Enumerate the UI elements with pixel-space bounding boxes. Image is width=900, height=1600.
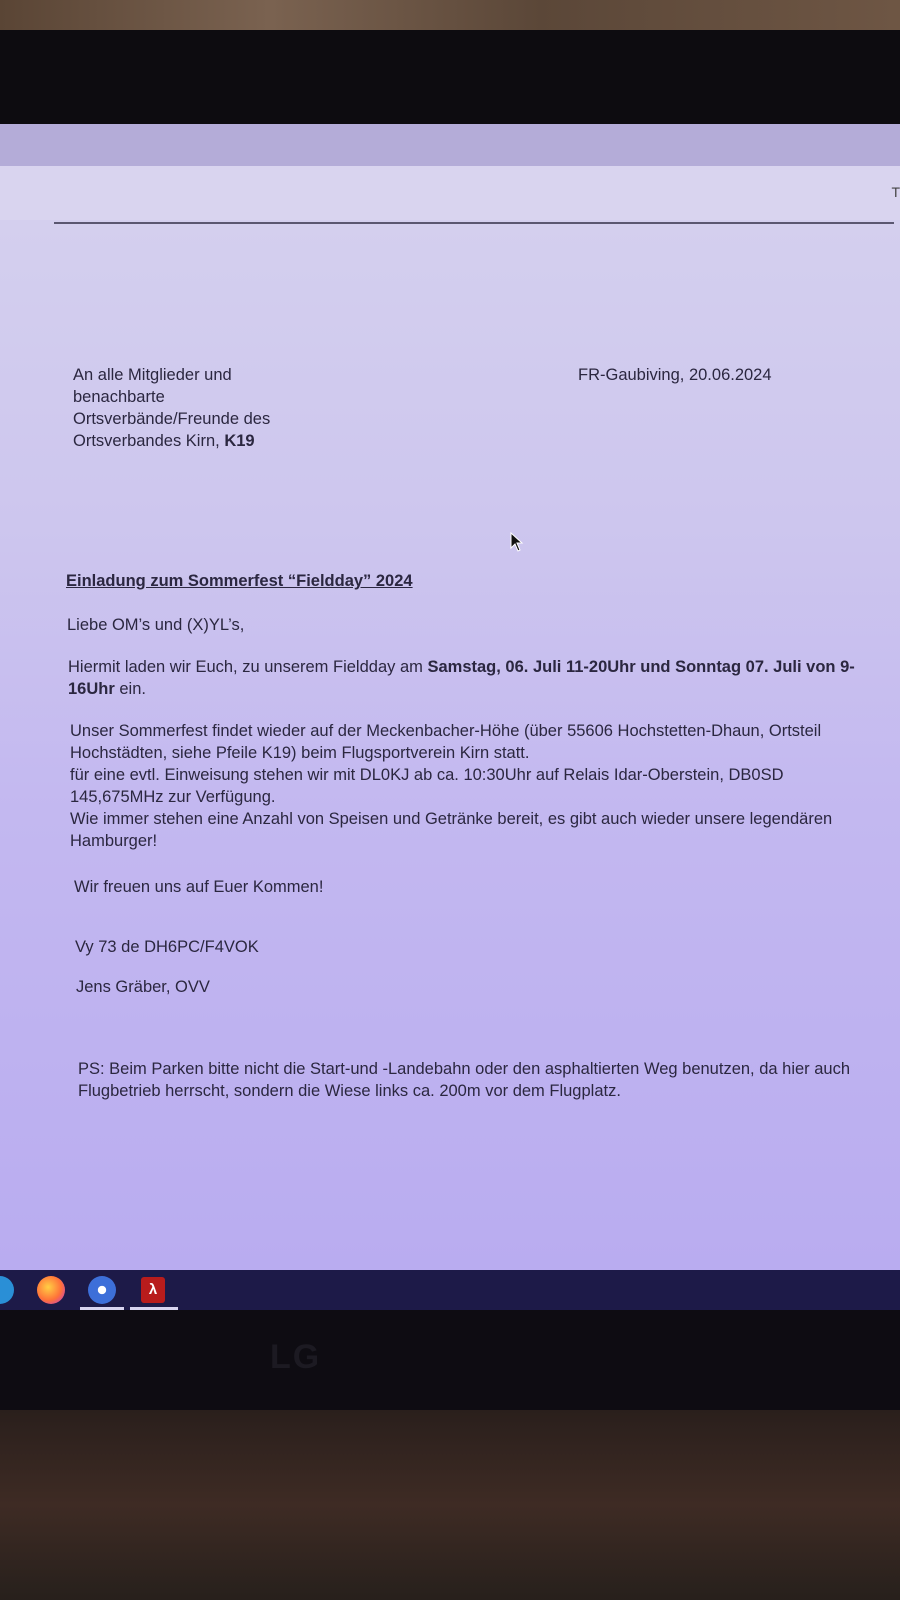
invitation-intro: Hiermit laden wir Euch, zu unserem Fieldday am — [68, 658, 428, 676]
monitor-logo: LG — [270, 1338, 322, 1376]
closing: Wir freuen uns auf Euer Kommen! — [74, 878, 324, 896]
salutation: Liebe OM’s und (X)YL’s, — [67, 616, 245, 634]
firefox-icon[interactable] — [37, 1276, 65, 1304]
letter-subject: Einladung zum Sommerfest “Fieldday” 2024 — [66, 572, 413, 590]
desk-background-top — [0, 0, 900, 30]
invitation-paragraph — [68, 656, 868, 700]
place-date: FR-Gaubiving, 20.06.2024 — [578, 366, 772, 384]
edge-icon[interactable] — [0, 1276, 14, 1304]
recipient-line — [73, 430, 333, 452]
recipient-line: benachbarte — [73, 388, 165, 406]
details-line: für eine evtl. Einweisung stehen wir mit DL0KJ ab ca. 10:30Uhr auf Relais Idar-Oberstein, DB0SD 145,675MHz zur Verfügung. — [70, 766, 784, 806]
screen — [0, 124, 900, 1270]
toolbar-edge-label[interactable]: T — [891, 184, 900, 200]
browser-icon[interactable] — [88, 1276, 116, 1304]
tab-bar[interactable] — [0, 124, 900, 166]
recipient-line: An alle Mitglieder und — [73, 366, 232, 384]
details-line: Wie immer stehen eine Anzahl von Speisen und Getränke bereit, es gibt auch wieder unsere legendären Hamburger! — [70, 810, 833, 850]
monitor-bezel-bottom — [0, 1310, 900, 1410]
desk-background-bottom — [0, 1410, 900, 1600]
monitor-bezel-top — [0, 30, 900, 124]
details-line: Unser Sommerfest findet wieder auf der Meckenbacher-Höhe (über 55606 Hochstetten-Dhaun, Ortsteil Hochstädten, siehe Pfeile K19) beim Flugsportverein Kirn statt. — [70, 722, 822, 762]
details-paragraph — [70, 720, 870, 852]
invitation-end: ein. — [114, 680, 146, 698]
toolbar — [0, 166, 900, 220]
recipient-line: Ortsverbände/Freunde des — [73, 410, 271, 428]
taskbar — [0, 1270, 900, 1310]
recipient-callsign: K19 — [224, 432, 255, 450]
regards: Vy 73 de DH6PC/F4VOK — [75, 938, 259, 956]
mouse-pointer-icon — [510, 532, 524, 552]
recipient-prefix: Ortsverbandes Kirn, — [73, 432, 225, 450]
recipient-block — [73, 364, 333, 452]
signature: Jens Gräber, OVV — [76, 978, 210, 996]
header-divider — [54, 222, 894, 224]
invitation-dates: Samstag, 06. Juli 11-20Uhr und Sonntag 07. Juli von 9-16Uhr — [68, 658, 855, 698]
postscript: PS: Beim Parken bitte nicht die Start-und -Landebahn oder den asphaltierten Weg benutzen, da hier auch Flugbetrieb herrscht, sondern die Wiese links ca. 200m vor dem Flugplatz. — [78, 1060, 851, 1100]
pdf-reader-icon[interactable]: λ — [141, 1277, 165, 1303]
